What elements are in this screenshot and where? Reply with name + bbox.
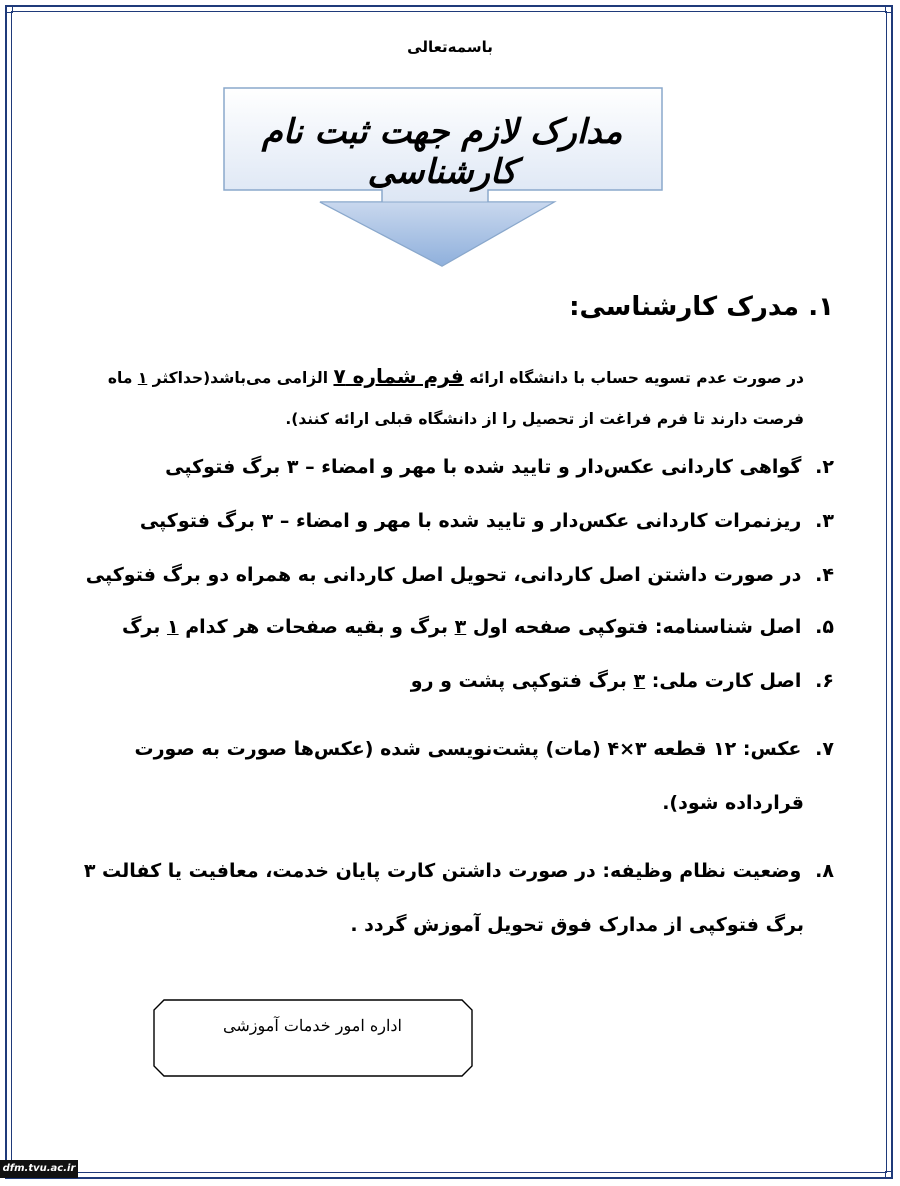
border-corner bbox=[885, 1171, 893, 1179]
list-item: ۸. وضعیت نظام وظیفه: در صورت داشتن کارت پایان خدمت، معافیت یا کفالت ۳ bbox=[83, 860, 834, 882]
border-corner bbox=[5, 5, 13, 13]
form-number: فرم شماره ۷ bbox=[333, 364, 464, 388]
list-item: ۷. عکس: ۱۲ قطعه ۳×۴ (مات) پشت‌نویسی شده (عکس‌ها صورت به صورت bbox=[134, 738, 834, 760]
list-item-continuation: برگ فتوکپی از مدارک فوق تحویل آموزش گردد . bbox=[350, 914, 804, 936]
list-item: ۶. اصل کارت ملی: ۳ برگ فتوکپی پشت و رو bbox=[410, 670, 834, 692]
list-item-continuation: قرارداده شود). bbox=[662, 792, 804, 814]
section-note-line-1: در صورت عدم تسویه حساب با دانشگاه ارائه فرم شماره ۷ الزامی می‌باشد(حداکثر ۱ ماه bbox=[107, 364, 804, 388]
section-note-line-2: فرصت دارند تا فرم فراغت از تحصیل را از دانشگاه قبلی ارائه کنند). bbox=[285, 410, 804, 428]
page-title: مدارک لازم جهت ثبت نام کارشناسی bbox=[261, 112, 623, 192]
site-watermark-badge: dfm.tvu.ac.ir bbox=[0, 1160, 78, 1178]
office-stamp-text: اداره امور خدمات آموزشی bbox=[223, 1016, 402, 1035]
list-item: ۴. در صورت داشتن اصل کاردانی، تحویل اصل کاردانی به همراه دو برگ فتوکپی bbox=[85, 564, 834, 586]
list-item: ۳. ریزنمرات کاردانی عکس‌دار و تایید شده با مهر و امضاء – ۳ برگ فتوکپی bbox=[139, 510, 834, 532]
border-corner bbox=[885, 5, 893, 13]
basmala: باسمه‌تعالی bbox=[407, 38, 493, 56]
list-item: ۲. گواهی کاردانی عکس‌دار و تایید شده با مهر و امضاء – ۳ برگ فتوکپی bbox=[165, 456, 834, 478]
office-stamp-box bbox=[152, 998, 474, 1078]
list-item: ۵. اصل شناسنامه: فتوکپی صفحه اول ۳ برگ و بقیه صفحات هر کدام ۱ برگ bbox=[121, 616, 834, 638]
section-heading: ۱. مدرک کارشناسی: bbox=[569, 292, 834, 322]
